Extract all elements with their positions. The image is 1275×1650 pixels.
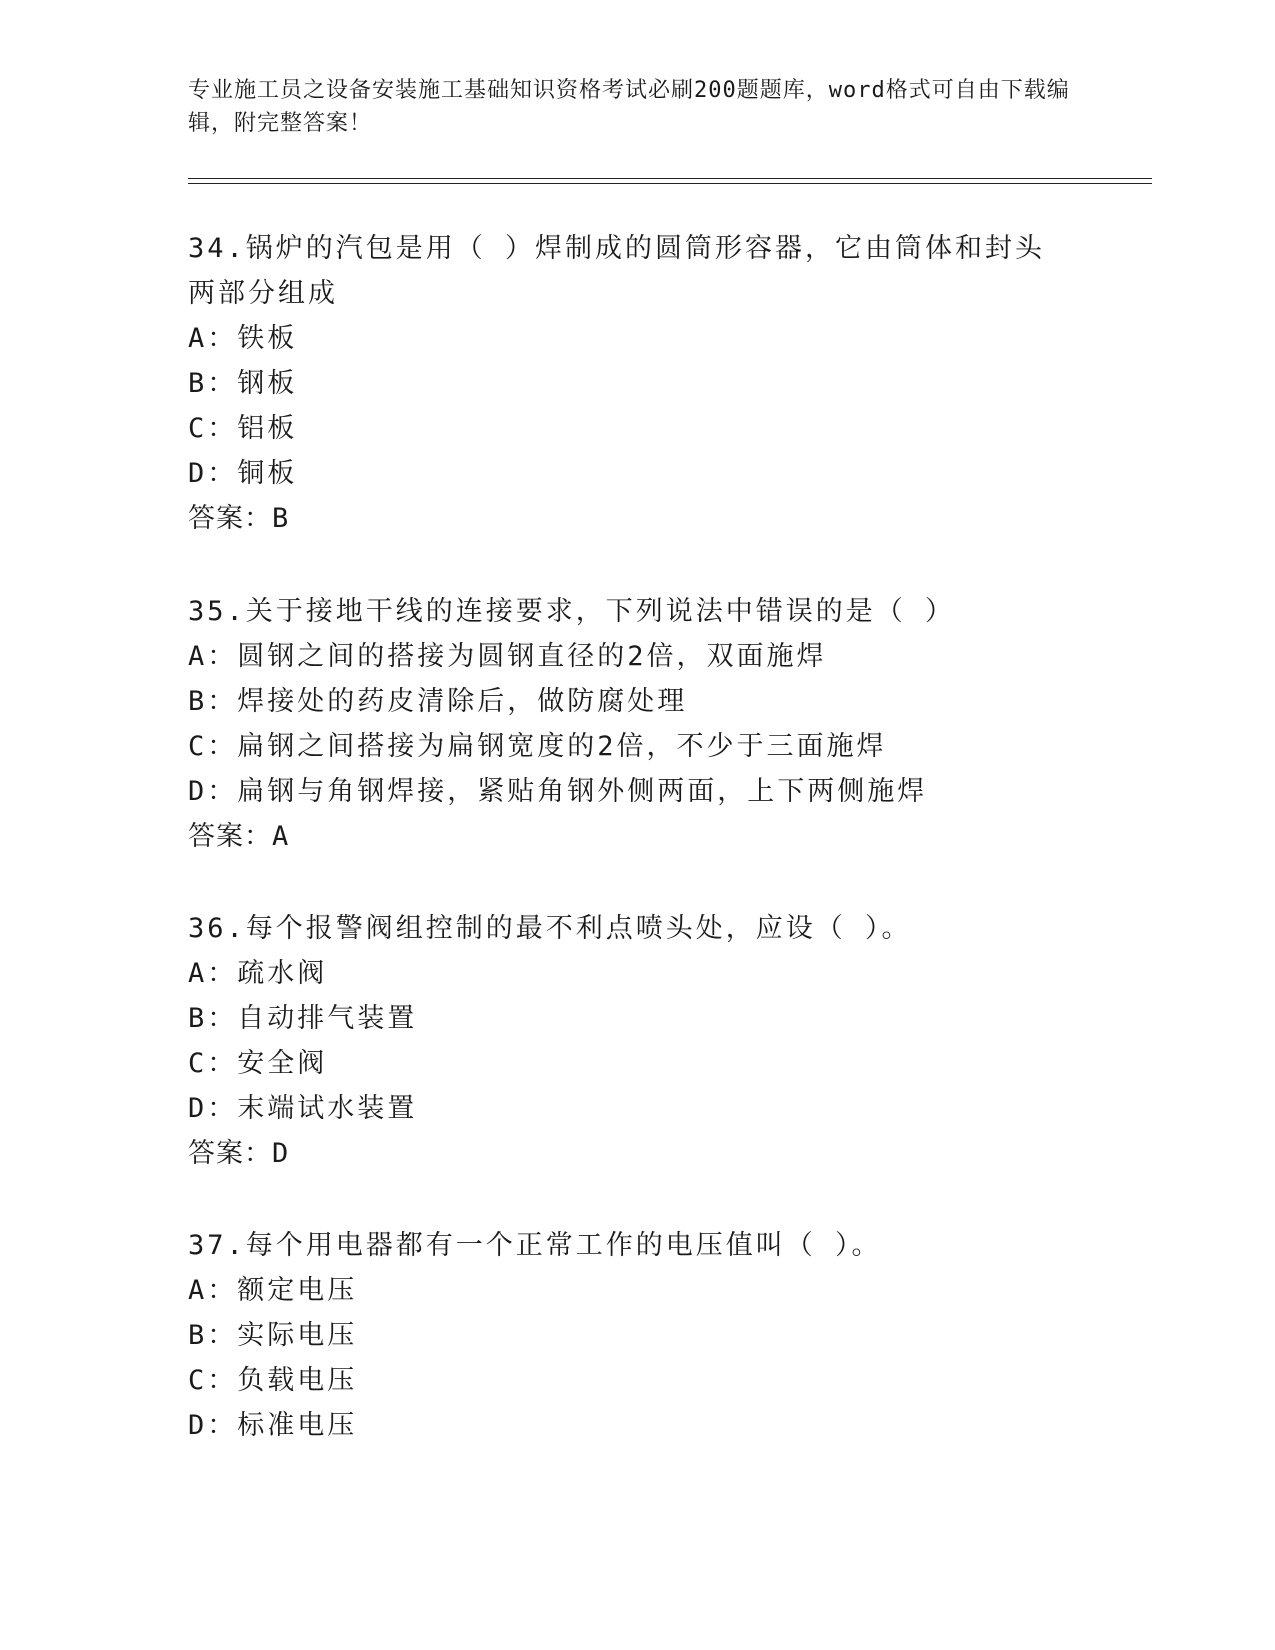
header-divider-bottom [188,183,1152,184]
option-d: D：铜板 [188,458,298,489]
answer-label: 答案： [188,503,272,534]
question-37 [188,1223,1108,1448]
question-36 [188,906,1108,1176]
option-b: B：自动排气装置 [188,1003,418,1034]
option-a: A：额定电压 [188,1275,358,1306]
option-c: C：安全阀 [188,1048,328,1079]
option-c: C：扁钢之间搭接为扁钢宽度的2倍，不少于三面施焊 [188,731,887,762]
answer-line [188,496,1108,541]
question-35 [188,589,1108,859]
header-divider-top [188,178,1152,179]
question-text: 36.每个报警阀组控制的最不利点喷头处，应设（ ）。 [188,913,912,944]
answer-value: B [272,503,290,534]
question-text: 35.关于接地干线的连接要求，下列说法中错误的是（ ） [188,596,956,627]
question-text: 37.每个用电器都有一个正常工作的电压值叫（ ）。 [188,1230,882,1261]
question-34 [188,226,1108,541]
answer-value: A [272,821,290,852]
answer-line [188,1131,1108,1176]
option-b: B：实际电压 [188,1320,358,1351]
answer-value: D [272,1138,290,1169]
answer-label: 答案： [188,1138,272,1169]
option-a: A：圆钢之间的搭接为圆钢直径的2倍，双面施焊 [188,641,827,672]
option-d: D：标准电压 [188,1410,358,1441]
question-text: 34.锅炉的汽包是用（ ）焊制成的圆筒形容器，它由筒体和封头两部分组成 [188,233,1046,309]
option-d: D：末端试水装置 [188,1093,418,1124]
option-a: A：疏水阀 [188,958,328,989]
answer-line [188,814,1108,859]
option-a: A：铁板 [188,323,298,354]
answer-label: 答案： [188,821,272,852]
document-header: 专业施工员之设备安装施工基础知识资格考试必刷200题题库，word格式可自由下载编辑，附完整答案！ [188,78,1070,136]
option-b: B：钢板 [188,368,298,399]
option-b: B：焊接处的药皮清除后，做防腐处理 [188,686,688,717]
option-d: D：扁钢与角钢焊接，紧贴角钢外侧两面，上下两侧施焊 [188,776,928,807]
option-c: C：负载电压 [188,1365,358,1396]
option-c: C：铝板 [188,413,298,444]
